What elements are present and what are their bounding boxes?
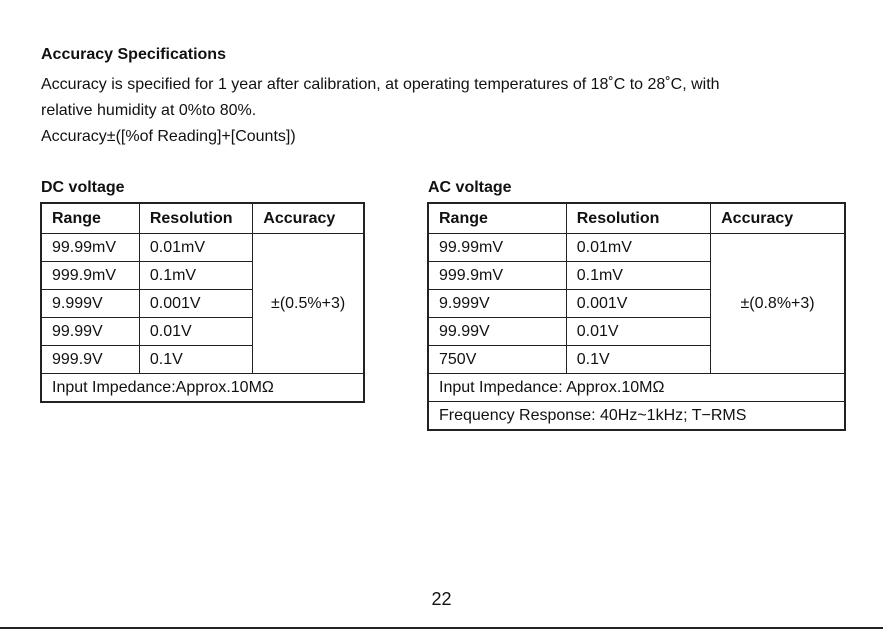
input-impedance-note: Input Impedance: Approx.10MΩ [428,374,845,402]
resolution-cell: 0.1mV [139,262,252,290]
resolution-cell: 0.001V [139,290,252,318]
range-cell: 750V [428,346,566,374]
page-number: 22 [431,589,452,609]
section-heading: Accuracy Specifications [41,46,226,63]
column-header-resolution: Resolution [566,203,710,234]
range-cell: 99.99mV [428,234,566,262]
column-header-range: Range [41,203,139,234]
resolution-cell: 0.01V [566,318,710,346]
resolution-cell: 0.01V [139,318,252,346]
accuracy-formula: Accuracy±([%of Reading]+[Counts]) [41,128,296,145]
resolution-cell: 0.1V [566,346,710,374]
table-row [428,234,845,262]
accuracy-cell: ±(0.5%+3) [253,234,364,374]
frequency-response-note: Frequency Response: 40Hz~1kHz; T−RMS [428,402,845,431]
range-cell: 999.9V [41,346,139,374]
resolution-cell: 0.1V [139,346,252,374]
range-cell: 9.999V [41,290,139,318]
accuracy-cell: ±(0.8%+3) [711,234,845,374]
dc-voltage-table [40,202,365,403]
resolution-cell: 0.1mV [566,262,710,290]
table-footer-row [428,374,845,402]
resolution-cell: 0.01mV [566,234,710,262]
input-impedance-note: Input Impedance:Approx.10MΩ [41,374,364,403]
column-header-resolution: Resolution [139,203,252,234]
bottom-divider [0,627,883,629]
range-cell: 999.9mV [428,262,566,290]
table-footer-row [428,402,845,431]
column-header-range: Range [428,203,566,234]
range-cell: 99.99V [428,318,566,346]
range-cell: 999.9mV [41,262,139,290]
column-header-accuracy: Accuracy [711,203,845,234]
accuracy-paragraph-line-2: relative humidity at 0%to 80%. [41,102,257,119]
resolution-cell: 0.01mV [139,234,252,262]
range-cell: 9.999V [428,290,566,318]
resolution-cell: 0.001V [566,290,710,318]
ac-voltage-table [427,202,846,431]
range-cell: 99.99mV [41,234,139,262]
dc-voltage-title: DC voltage [41,179,125,196]
column-header-accuracy: Accuracy [253,203,364,234]
range-cell: 99.99V [41,318,139,346]
table-row [41,234,364,262]
table-header-row [428,203,845,234]
accuracy-paragraph-line-1: Accuracy is specified for 1 year after calibration, at operating temperatures of 18˚C to 28˚C, with [41,76,720,93]
ac-voltage-title: AC voltage [428,179,512,196]
table-header-row [41,203,364,234]
table-footer-row [41,374,364,403]
